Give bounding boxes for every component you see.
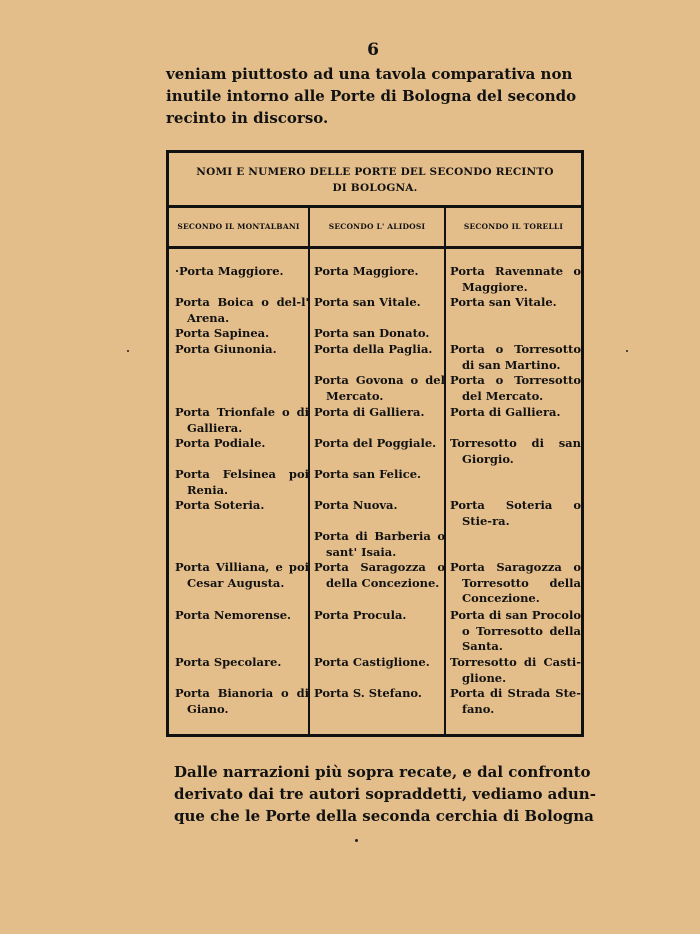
cell-montalbani: Porta Bianoria o di Giano. xyxy=(175,686,309,716)
cell-montalbani: Porta Giunonia. xyxy=(175,342,277,356)
cell-alidosi: Porta di Barberia o sant' Isaia. xyxy=(314,529,445,559)
column-header-torelli: SECONDO IL TORELLI xyxy=(463,222,564,231)
cell-alidosi: Porta S. Stefano. xyxy=(314,686,422,700)
cell-montalbani: Porta Soteria. xyxy=(175,498,265,512)
table-title-line: NOMI E NUMERO DELLE PORTE DEL SECONDO RECINTO xyxy=(196,166,554,178)
cell-torelli: Torresotto di Casti-glione. xyxy=(450,655,581,685)
cell-alidosi: Porta san Vitale. xyxy=(314,295,421,309)
cell-alidosi: Porta Saragozza o della Concezione. xyxy=(314,560,445,590)
cell-montalbani: Porta Boica o del-l' Arena. xyxy=(175,295,309,325)
cell-alidosi: Porta Nuova. xyxy=(314,498,398,512)
cell-montalbani: Porta Villiana, e poi Cesar Augusta. xyxy=(175,560,309,590)
table-title-line: DI BOLOGNA. xyxy=(332,182,418,194)
cell-torelli: Porta di Strada Ste-fano. xyxy=(450,686,581,716)
cell-montalbani: Porta Specolare. xyxy=(175,655,282,669)
cell-montalbani: Porta Trionfale o di Galliera. xyxy=(175,405,309,435)
cell-torelli: Porta o Torresotto del Mercato. xyxy=(450,373,581,403)
ink-speck xyxy=(355,839,358,842)
ink-speck xyxy=(127,350,129,352)
cell-torelli: Porta san Vitale. xyxy=(450,295,557,309)
closing-paragraph xyxy=(174,761,596,827)
column-header-row xyxy=(169,208,581,249)
page-number: 6 xyxy=(367,40,379,60)
cell-alidosi: Porta Maggiore. xyxy=(314,264,419,278)
cell-torelli: Porta Soteria o Stie-ra. xyxy=(450,498,581,528)
intro-line: veniam piuttosto ad una tavola comparativa non xyxy=(166,65,573,83)
cell-alidosi: Porta san Felice. xyxy=(314,467,422,481)
cell-alidosi: Porta Govona o del Mercato. xyxy=(314,373,445,403)
cell-alidosi: Porta del Poggiale. xyxy=(314,436,437,450)
cell-montalbani: Porta Podiale. xyxy=(175,436,266,450)
cell-torelli: Porta o Torresotto di san Martino. xyxy=(450,342,581,372)
cell-torelli: Porta Ravennate o Maggiore. xyxy=(450,264,581,294)
cell-torelli: Porta Saragozza o Torresotto della Concezione. xyxy=(450,560,581,605)
column-header-alidosi: SECONDO L' ALIDOSI xyxy=(328,222,426,231)
cell-torelli: Porta di san Procolo o Torresotto della Santa. xyxy=(450,608,581,653)
cell-montalbani: Porta Felsinea poi Renia. xyxy=(175,467,309,497)
cell-montalbani: ·Porta Maggiore. xyxy=(175,264,284,278)
cell-torelli: Porta di Galliera. xyxy=(450,405,561,419)
cell-montalbani: Porta Nemorense. xyxy=(175,608,292,622)
outro-line: derivato dai tre autori sopraddetti, vediamo adun- xyxy=(174,785,596,803)
intro-line: recinto in discorso. xyxy=(166,109,329,127)
intro-paragraph xyxy=(166,63,584,129)
comparison-table xyxy=(166,150,584,737)
intro-line: inutile intorno alle Porte di Bologna del secondo xyxy=(166,87,577,105)
cell-alidosi: Porta di Galliera. xyxy=(314,405,425,419)
cell-alidosi: Porta san Donato. xyxy=(314,326,430,340)
table-title xyxy=(169,153,581,208)
cell-alidosi: Porta della Paglia. xyxy=(314,342,433,356)
ink-speck xyxy=(626,350,628,352)
outro-line: que che le Porte della seconda cerchia di Bologna xyxy=(174,807,594,825)
column-header-montalbani: SECONDO IL MONTALBANI xyxy=(177,222,300,231)
outro-line: Dalle narrazioni più sopra recate, e dal confronto xyxy=(174,763,591,781)
cell-alidosi: Porta Procula. xyxy=(314,608,407,622)
cell-alidosi: Porta Castiglione. xyxy=(314,655,430,669)
cell-torelli: Torresotto di san Giorgio. xyxy=(450,436,581,466)
cell-montalbani: Porta Sapinea. xyxy=(175,326,270,340)
